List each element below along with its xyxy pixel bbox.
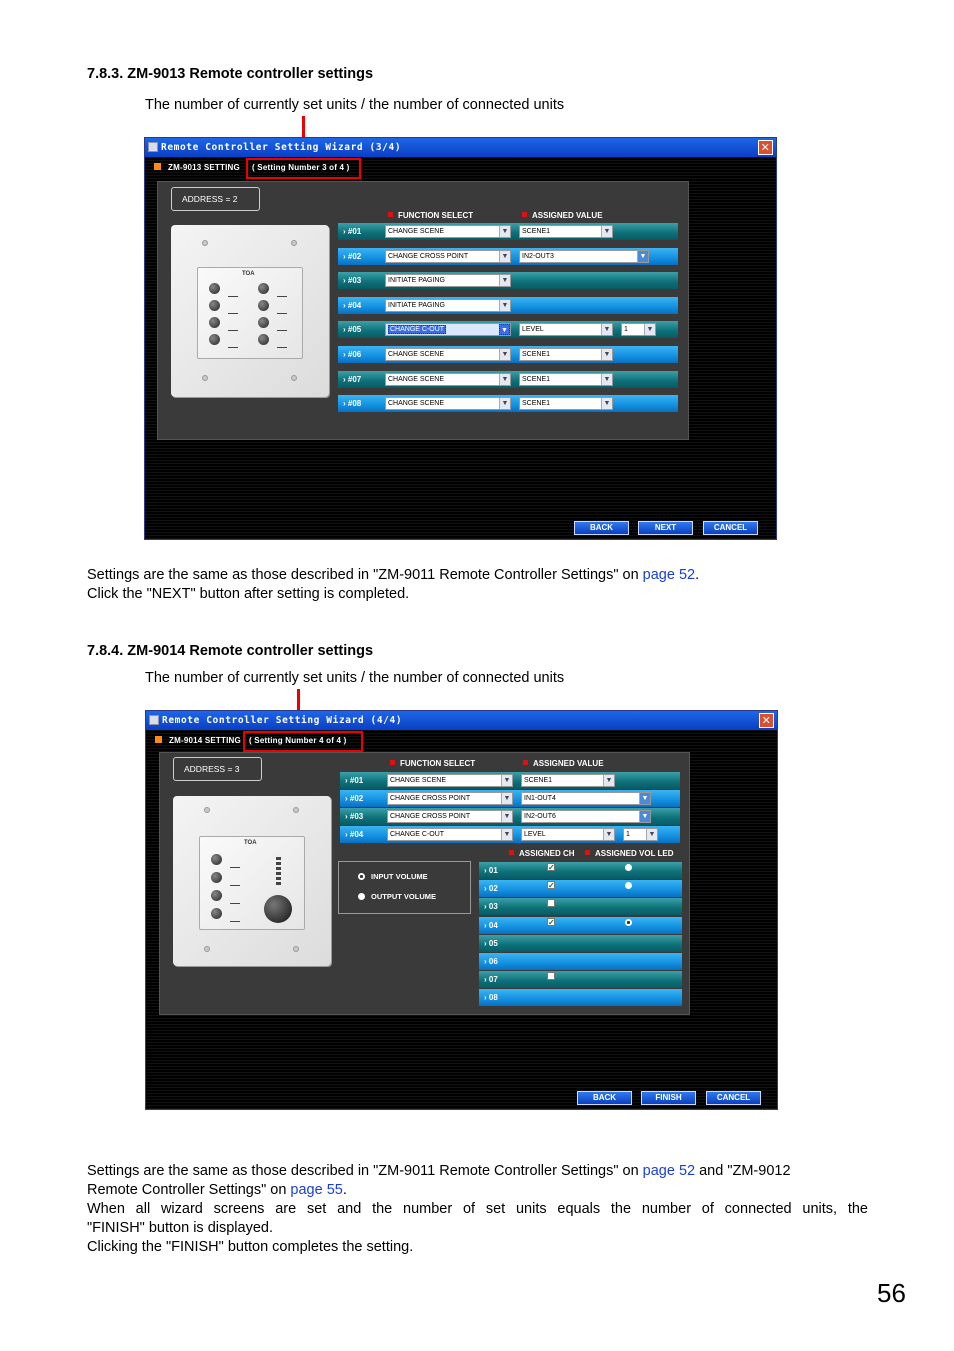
chevron-down-icon: ▼: [499, 275, 510, 286]
chevron-down-icon: ▼: [639, 811, 650, 822]
function-row: [338, 272, 678, 289]
assigned-value-header: ASSIGNED VALUE: [523, 759, 604, 768]
chevron-right-icon: ›: [343, 251, 348, 261]
settings-panel: [159, 752, 690, 1015]
row-label: › #03: [345, 812, 364, 821]
channel-row: [479, 935, 682, 952]
function-row: [340, 826, 680, 843]
assigned-value-dropdown[interactable]: SCENE1 ▼: [521, 774, 615, 787]
assigned-ch-checkbox[interactable]: ✓: [548, 917, 555, 927]
chevron-right-icon: ›: [343, 350, 348, 359]
function-select-dropdown[interactable]: CHANGE CROSS POINT ▼: [387, 792, 513, 805]
function-row: [338, 297, 678, 314]
assigned-value-dropdown[interactable]: LEVEL ▼: [519, 323, 613, 336]
vol-led-radio[interactable]: [625, 919, 632, 926]
chevron-down-icon: ▼: [499, 300, 510, 311]
row-label: › #02: [345, 794, 364, 803]
chevron-down-icon: ▼: [499, 398, 510, 409]
chevron-down-icon: ▼: [501, 811, 512, 822]
back-button[interactable]: BACK: [574, 521, 629, 535]
address-label: ADDRESS = 3: [173, 757, 262, 781]
setting-number-highlight: [246, 158, 361, 179]
function-select-dropdown[interactable]: INITIATE PAGING ▼: [385, 299, 511, 312]
chevron-right-icon: ›: [345, 812, 350, 821]
zm9013-device-image: [171, 225, 329, 397]
app-icon: [149, 715, 159, 725]
page-link[interactable]: page 55: [290, 1182, 343, 1198]
function-select-header: FUNCTION SELECT: [390, 759, 475, 768]
device-brand-label: TOA: [242, 271, 255, 277]
function-row: [338, 346, 678, 363]
body-paragraph-2: Click the "NEXT" button after setting is completed.: [87, 586, 410, 602]
chevron-down-icon: ▼: [499, 226, 510, 237]
row-label: › #04: [345, 830, 364, 839]
function-select-dropdown[interactable]: CHANGE C-OUT ▼: [387, 828, 513, 841]
chevron-down-icon: ▼: [601, 374, 612, 385]
channel-label: › 04: [484, 920, 498, 930]
function-select-dropdown[interactable]: CHANGE SCENE ▼: [385, 397, 511, 410]
page-link[interactable]: page 52: [642, 567, 696, 583]
input-volume-radio[interactable]: [358, 873, 365, 880]
chevron-right-icon: ›: [345, 794, 350, 803]
channel-label: › 01: [484, 866, 498, 875]
orange-marker-icon: [154, 163, 161, 170]
window-title: Remote Controller Setting Wizard (3/4): [161, 142, 402, 153]
channel-row: [479, 917, 682, 934]
chevron-right-icon: ›: [343, 374, 348, 384]
channel-label: › 05: [484, 938, 498, 948]
chevron-down-icon: ▼: [601, 349, 612, 360]
channel-label: › 07: [484, 975, 498, 985]
function-select-header: FUNCTION SELECT: [388, 211, 473, 220]
function-select-dropdown[interactable]: CHANGE SCENE ▼: [385, 373, 511, 386]
section-heading-zm9013: 7.8.3. ZM-9013 Remote controller settings: [87, 66, 374, 82]
output-volume-radio[interactable]: [358, 893, 365, 900]
chevron-down-icon: ▼: [501, 775, 512, 786]
channel-row: [479, 862, 682, 879]
setting-model-label: ZM-9014 SETTING: [169, 736, 241, 745]
chevron-right-icon: ›: [484, 993, 489, 1003]
assigned-ch-checkbox[interactable]: [547, 972, 555, 980]
orange-marker-icon: [155, 736, 162, 743]
chevron-down-icon: ▼: [601, 398, 612, 409]
row-label: › #02: [343, 251, 362, 261]
app-icon: [148, 142, 158, 152]
input-volume-label: INPUT VOLUME: [371, 872, 428, 881]
page-link[interactable]: page 52: [642, 1163, 696, 1179]
assigned-ch-checkbox[interactable]: ✓: [548, 863, 555, 872]
chevron-right-icon: ›: [484, 902, 489, 912]
assigned-value-dropdown[interactable]: SCENE1 ▼: [519, 225, 613, 238]
chevron-down-icon: ▼: [646, 829, 657, 840]
channel-row: [479, 989, 682, 1006]
chevron-right-icon: ›: [343, 399, 348, 409]
function-row: [338, 248, 678, 265]
chevron-down-icon: ▼: [639, 793, 650, 804]
body-paragraph-7: Clicking the "FINISH" button completes the setting.: [87, 1239, 414, 1255]
row-label: › #01: [345, 776, 364, 785]
body-paragraph-1: Settings are the same as those described in "ZM-9011 Remote Controller Settings" on page 52.: [87, 567, 700, 583]
address-label: ADDRESS = 2: [171, 187, 260, 211]
chevron-right-icon: ›: [484, 938, 489, 948]
chevron-down-icon: ▼: [501, 793, 512, 804]
window-title-bar: [145, 138, 776, 157]
chevron-right-icon: ›: [345, 776, 350, 785]
assigned-level-dropdown[interactable]: 1 ▼: [621, 323, 656, 336]
channel-row: [479, 898, 682, 915]
chevron-down-icon: ▼: [499, 374, 510, 385]
function-select-dropdown[interactable]: CHANGE C-OUT ▼: [385, 323, 511, 336]
setting-number-highlight: [243, 731, 363, 752]
assigned-value-header: ASSIGNED VALUE: [522, 211, 603, 220]
chevron-down-icon: ▼: [501, 829, 512, 840]
setting-model-label: ZM-9013 SETTING: [168, 163, 240, 172]
chevron-down-icon: ▼: [601, 226, 612, 237]
device-brand-label: TOA: [244, 840, 257, 846]
window-title: Remote Controller Setting Wizard (4/4): [162, 715, 403, 726]
assigned-value-dropdown[interactable]: IN2-OUT6 ▼: [521, 810, 651, 823]
setting-number-label: ( Setting Number 3 of 4 ): [252, 163, 350, 172]
body-paragraph-5: When all wizard screens are set and the number of set units equals the number of connected units, the: [87, 1201, 868, 1217]
channel-label: › 03: [484, 902, 498, 912]
channel-row: [479, 953, 682, 970]
function-select-dropdown[interactable]: CHANGE SCENE ▼: [385, 348, 511, 361]
assigned-value-dropdown[interactable]: SCENE1 ▼: [519, 373, 613, 386]
chevron-right-icon: ›: [484, 884, 489, 894]
channel-label: › 02: [484, 884, 498, 894]
chevron-right-icon: ›: [343, 276, 348, 286]
chevron-down-icon: ▼: [499, 349, 510, 360]
function-row: [338, 223, 678, 240]
chevron-right-icon: ›: [343, 227, 348, 236]
channel-label: › 06: [484, 957, 498, 966]
assigned-value-dropdown[interactable]: SCENE1 ▼: [519, 348, 613, 361]
zm9014-device-image: [173, 796, 331, 966]
function-select-dropdown[interactable]: CHANGE SCENE ▼: [387, 774, 513, 787]
assigned-vol-led-header: ASSIGNED VOL LED: [585, 849, 674, 858]
function-select-dropdown[interactable]: CHANGE CROSS POINT ▼: [385, 250, 511, 263]
wizard-window-3: [144, 137, 777, 540]
chevron-down-icon: ▼: [601, 324, 612, 335]
window-title-bar: [146, 711, 777, 730]
callout-text: The number of currently set units / the number of connected units: [145, 97, 565, 113]
chevron-down-icon: ▼: [499, 251, 510, 262]
assigned-value-dropdown[interactable]: IN1-OUT4 ▼: [521, 792, 651, 805]
row-label: › #01: [343, 227, 362, 236]
body-paragraph-3: Settings are the same as those described in "ZM-9011 Remote Controller Settings" on page 52 and "ZM-9012: [87, 1163, 791, 1179]
next-button[interactable]: NEXT: [638, 521, 693, 535]
function-row: [338, 395, 678, 412]
window-body: [146, 730, 777, 1109]
function-select-dropdown[interactable]: CHANGE SCENE ▼: [385, 225, 511, 238]
function-row: [340, 808, 680, 825]
chevron-right-icon: ›: [343, 325, 348, 335]
row-label: › #07: [343, 374, 362, 384]
body-paragraph-6: "FINISH" button is displayed.: [87, 1220, 273, 1236]
assigned-level-dropdown[interactable]: 1 ▼: [623, 828, 658, 841]
chevron-right-icon: ›: [484, 957, 489, 966]
chevron-down-icon: ▼: [637, 251, 648, 262]
settings-panel: [157, 181, 689, 440]
chevron-right-icon: ›: [484, 975, 489, 985]
assigned-value-dropdown[interactable]: LEVEL ▼: [521, 828, 615, 841]
volume-type-group: [338, 861, 471, 914]
vol-led-radio[interactable]: [625, 864, 632, 871]
section-heading-zm9014: 7.8.4. ZM-9014 Remote controller settings: [87, 643, 374, 659]
function-select-dropdown[interactable]: INITIATE PAGING ▼: [385, 274, 511, 287]
chevron-down-icon: ▼: [603, 829, 614, 840]
chevron-right-icon: ›: [484, 920, 489, 930]
close-icon[interactable]: ✕: [759, 713, 774, 728]
assigned-ch-header: ASSIGNED CH: [509, 849, 575, 858]
function-row: [340, 772, 680, 789]
row-label: › #03: [343, 276, 362, 286]
channel-row: [479, 971, 682, 988]
function-row: [340, 790, 680, 807]
assigned-ch-checkbox[interactable]: [547, 899, 555, 907]
row-label: › #04: [343, 300, 362, 310]
row-label: › #05: [343, 325, 362, 335]
output-volume-label: OUTPUT VOLUME: [371, 892, 436, 901]
close-icon[interactable]: ✕: [758, 140, 773, 155]
setting-number-label: ( Setting Number 4 of 4 ): [249, 736, 347, 745]
chevron-down-icon: ▼: [603, 775, 614, 786]
window-body: [145, 157, 776, 539]
chevron-down-icon: ▼: [644, 324, 655, 335]
callout-text: The number of currently set units / the number of connected units: [145, 670, 565, 686]
channel-label: › 08: [484, 993, 498, 1003]
row-label: › #08: [343, 399, 362, 409]
wizard-window-4: [145, 710, 778, 1110]
chevron-right-icon: ›: [345, 830, 350, 839]
back-button[interactable]: BACK: [577, 1091, 632, 1105]
vol-led-radio[interactable]: [625, 882, 632, 889]
assigned-value-dropdown[interactable]: SCENE1 ▼: [519, 397, 613, 410]
channel-row: [479, 880, 682, 897]
chevron-right-icon: ›: [484, 866, 489, 875]
function-select-dropdown[interactable]: CHANGE CROSS POINT ▼: [387, 810, 513, 823]
chevron-right-icon: ›: [343, 300, 348, 310]
row-label: › #06: [343, 350, 362, 359]
body-paragraph-4: Remote Controller Settings" on page 55.: [87, 1182, 347, 1198]
cancel-button[interactable]: CANCEL: [706, 1091, 761, 1105]
assigned-value-dropdown[interactable]: IN2-OUT3 ▼: [519, 250, 649, 263]
function-row: [338, 371, 678, 388]
cancel-button[interactable]: CANCEL: [703, 521, 758, 535]
chevron-down-icon: ▼: [499, 324, 510, 335]
function-row: [338, 321, 678, 338]
assigned-ch-checkbox[interactable]: ✓: [548, 881, 555, 891]
finish-button[interactable]: FINISH: [641, 1091, 696, 1105]
page-number: 56: [877, 1278, 906, 1308]
